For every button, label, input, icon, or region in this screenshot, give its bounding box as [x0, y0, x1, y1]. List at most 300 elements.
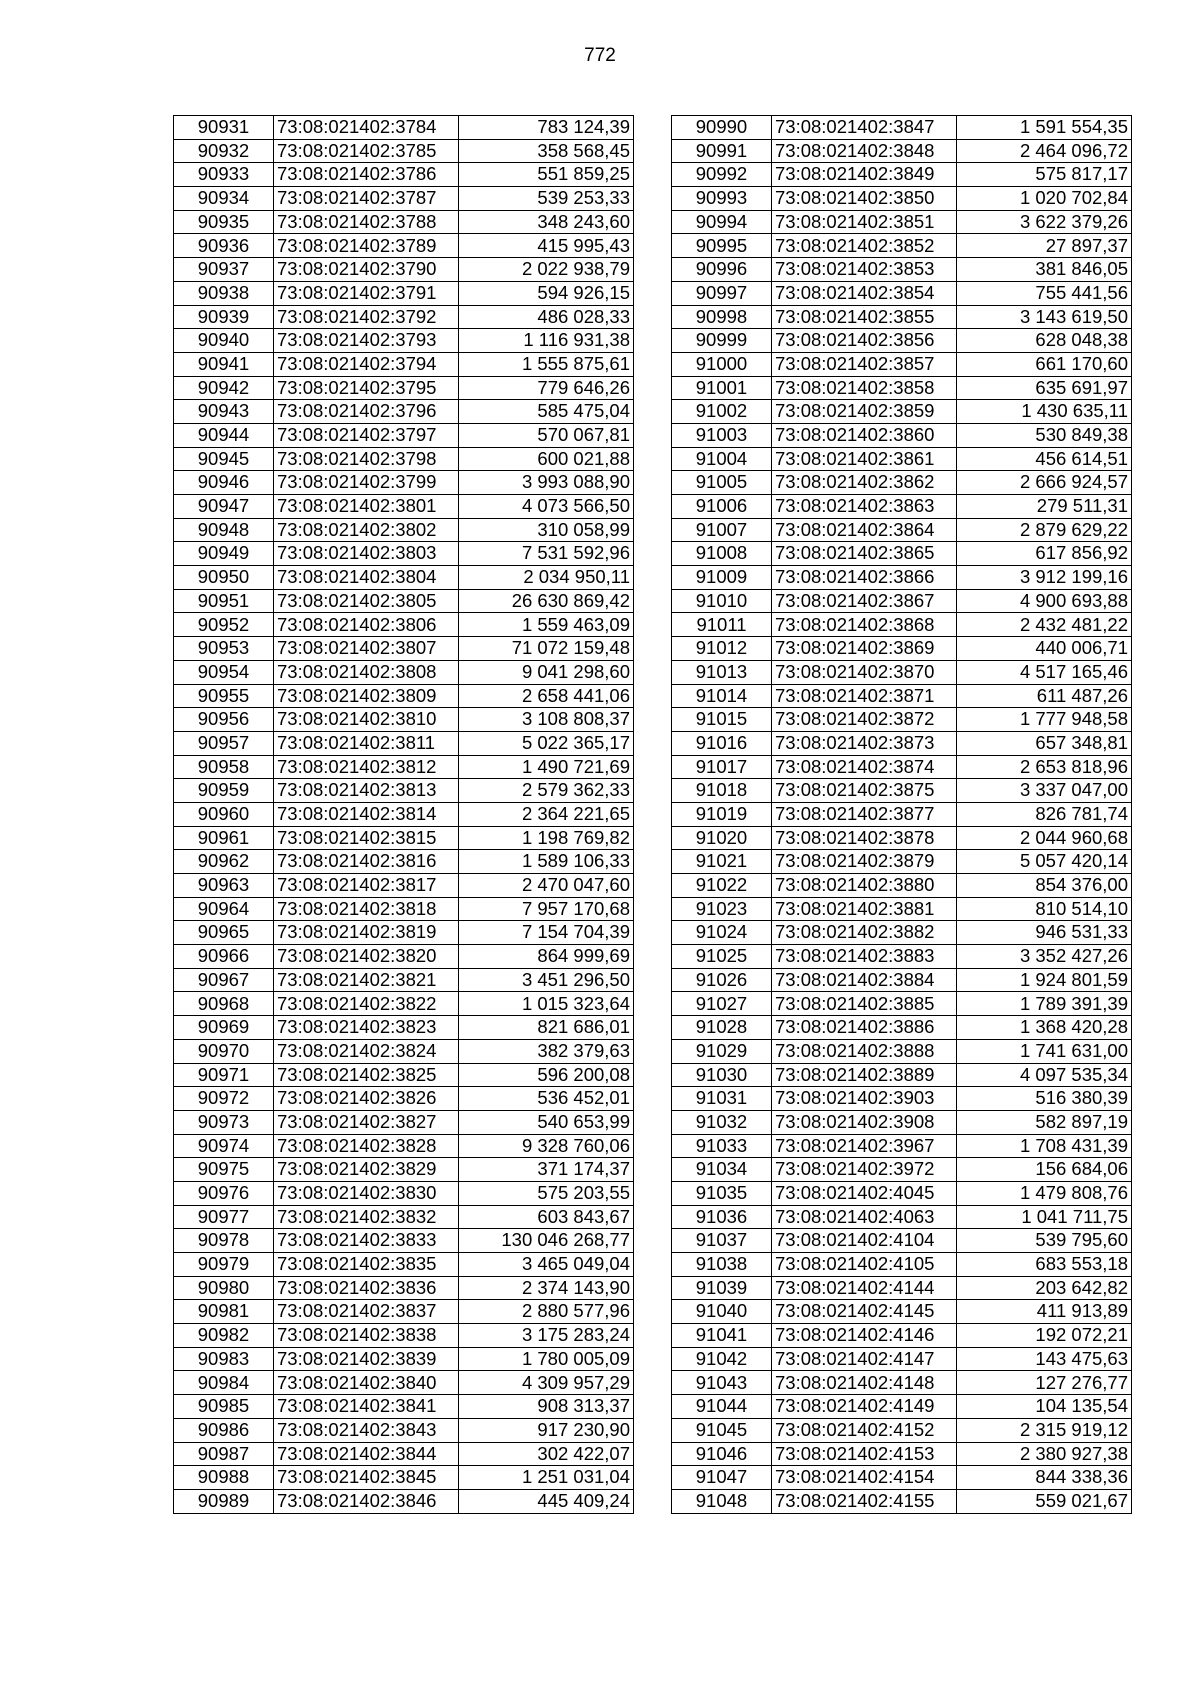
cadastral-value: 530 849,38 — [957, 423, 1132, 447]
cadastral-number: 73:08:021402:3786 — [274, 163, 459, 187]
row-number: 90944 — [174, 423, 274, 447]
table-row — [672, 542, 1132, 566]
table-row — [672, 210, 1132, 234]
cadastral-value: 1 198 769,82 — [459, 826, 634, 850]
cadastral-value: 3 993 088,90 — [459, 471, 634, 495]
row-number: 91004 — [672, 447, 772, 471]
cadastral-number: 73:08:021402:3790 — [274, 258, 459, 282]
cadastral-number: 73:08:021402:3793 — [274, 329, 459, 353]
cadastral-number: 73:08:021402:3859 — [772, 400, 957, 424]
row-number: 90955 — [174, 684, 274, 708]
cadastral-value: 3 352 427,26 — [957, 945, 1132, 969]
cadastral-value: 7 531 592,96 — [459, 542, 634, 566]
table-row — [672, 400, 1132, 424]
row-number: 90963 — [174, 874, 274, 898]
row-number: 90933 — [174, 163, 274, 187]
table-row — [672, 874, 1132, 898]
table-row — [672, 1087, 1132, 1111]
row-number: 90953 — [174, 637, 274, 661]
table-row — [672, 945, 1132, 969]
cadastral-number: 73:08:021402:3885 — [772, 992, 957, 1016]
cadastral-number: 73:08:021402:3843 — [274, 1418, 459, 1442]
cadastral-value: 26 630 869,42 — [459, 589, 634, 613]
row-number: 90959 — [174, 779, 274, 803]
row-number: 90989 — [174, 1489, 274, 1513]
table-row — [174, 1418, 634, 1442]
cadastral-number: 73:08:021402:3854 — [772, 281, 957, 305]
table-row — [672, 1181, 1132, 1205]
cadastral-value: 582 897,19 — [957, 1110, 1132, 1134]
cadastral-value: 358 568,45 — [459, 139, 634, 163]
cadastral-number: 73:08:021402:3837 — [274, 1300, 459, 1324]
cadastral-value: 683 553,18 — [957, 1253, 1132, 1277]
row-number: 91042 — [672, 1347, 772, 1371]
cadastral-number: 73:08:021402:3816 — [274, 850, 459, 874]
cadastral-number: 73:08:021402:4144 — [772, 1276, 957, 1300]
cadastral-value: 27 897,37 — [957, 234, 1132, 258]
cadastral-number: 73:08:021402:3872 — [772, 708, 957, 732]
row-number: 91043 — [672, 1371, 772, 1395]
row-number: 91038 — [672, 1253, 772, 1277]
table-row — [174, 1324, 634, 1348]
row-number: 91014 — [672, 684, 772, 708]
table-row — [174, 1466, 634, 1490]
row-number: 91001 — [672, 376, 772, 400]
cadastral-value: 1 559 463,09 — [459, 613, 634, 637]
cadastral-value: 2 380 927,38 — [957, 1442, 1132, 1466]
cadastral-number: 73:08:021402:3858 — [772, 376, 957, 400]
cadastral-value: 3 143 619,50 — [957, 305, 1132, 329]
row-number: 91008 — [672, 542, 772, 566]
row-number: 90934 — [174, 187, 274, 211]
cadastral-value: 3 622 379,26 — [957, 210, 1132, 234]
cadastral-number: 73:08:021402:3851 — [772, 210, 957, 234]
cadastral-number: 73:08:021402:4104 — [772, 1229, 957, 1253]
table-row — [174, 589, 634, 613]
cadastral-value: 536 452,01 — [459, 1087, 634, 1111]
cadastral-number: 73:08:021402:3866 — [772, 566, 957, 590]
cadastral-value: 1 591 554,35 — [957, 116, 1132, 140]
table-row — [672, 637, 1132, 661]
cadastral-value: 2 470 047,60 — [459, 874, 634, 898]
cadastral-value: 575 817,17 — [957, 163, 1132, 187]
cadastral-number: 73:08:021402:3874 — [772, 755, 957, 779]
table-row — [672, 447, 1132, 471]
cadastral-number: 73:08:021402:3809 — [274, 684, 459, 708]
cadastral-value: 310 058,99 — [459, 518, 634, 542]
cadastral-value: 486 028,33 — [459, 305, 634, 329]
row-number: 90996 — [672, 258, 772, 282]
cadastral-number: 73:08:021402:3836 — [274, 1276, 459, 1300]
cadastral-number: 73:08:021402:3823 — [274, 1016, 459, 1040]
cadastral-value: 1 708 431,39 — [957, 1134, 1132, 1158]
cadastral-number: 73:08:021402:3882 — [772, 921, 957, 945]
cadastral-number: 73:08:021402:3791 — [274, 281, 459, 305]
table-row — [174, 874, 634, 898]
cadastral-number: 73:08:021402:3849 — [772, 163, 957, 187]
table-row — [174, 352, 634, 376]
cadastral-value: 559 021,67 — [957, 1489, 1132, 1513]
cadastral-value: 570 067,81 — [459, 423, 634, 447]
table-row — [672, 1253, 1132, 1277]
cadastral-number: 73:08:021402:3835 — [274, 1253, 459, 1277]
table-row — [672, 897, 1132, 921]
cadastral-number: 73:08:021402:3833 — [274, 1229, 459, 1253]
cadastral-value: 657 348,81 — [957, 731, 1132, 755]
cadastral-value: 755 441,56 — [957, 281, 1132, 305]
table-row — [174, 1489, 634, 1513]
row-number: 90954 — [174, 660, 274, 684]
cadastral-number: 73:08:021402:3878 — [772, 826, 957, 850]
cadastral-number: 73:08:021402:3804 — [274, 566, 459, 590]
table-row — [672, 1466, 1132, 1490]
row-number: 90940 — [174, 329, 274, 353]
cadastral-table-left — [173, 115, 634, 1514]
row-number: 90936 — [174, 234, 274, 258]
cadastral-value: 603 843,67 — [459, 1205, 634, 1229]
cadastral-number: 73:08:021402:3844 — [274, 1442, 459, 1466]
row-number: 91010 — [672, 589, 772, 613]
row-number: 90973 — [174, 1110, 274, 1134]
table-row — [174, 1442, 634, 1466]
table-row — [672, 1395, 1132, 1419]
row-number: 91017 — [672, 755, 772, 779]
cadastral-number: 73:08:021402:3852 — [772, 234, 957, 258]
table-row — [672, 1110, 1132, 1134]
cadastral-value: 1 116 931,38 — [459, 329, 634, 353]
row-number: 90975 — [174, 1158, 274, 1182]
row-number: 90994 — [672, 210, 772, 234]
table-row — [174, 1134, 634, 1158]
row-number: 90998 — [672, 305, 772, 329]
row-number: 91015 — [672, 708, 772, 732]
table-row — [174, 637, 634, 661]
row-number: 91020 — [672, 826, 772, 850]
cadastral-number: 73:08:021402:3829 — [274, 1158, 459, 1182]
cadastral-number: 73:08:021402:3841 — [274, 1395, 459, 1419]
cadastral-value: 1 777 948,58 — [957, 708, 1132, 732]
row-number: 90951 — [174, 589, 274, 613]
cadastral-number: 73:08:021402:3886 — [772, 1016, 957, 1040]
table-row — [672, 779, 1132, 803]
cadastral-value: 611 487,26 — [957, 684, 1132, 708]
table-row — [174, 329, 634, 353]
row-number: 90964 — [174, 897, 274, 921]
row-number: 91024 — [672, 921, 772, 945]
table-row — [174, 542, 634, 566]
cadastral-number: 73:08:021402:3789 — [274, 234, 459, 258]
table-row — [174, 802, 634, 826]
row-number: 90952 — [174, 613, 274, 637]
cadastral-value: 71 072 159,48 — [459, 637, 634, 661]
cadastral-number: 73:08:021402:4155 — [772, 1489, 957, 1513]
cadastral-number: 73:08:021402:3972 — [772, 1158, 957, 1182]
cadastral-number: 73:08:021402:3838 — [274, 1324, 459, 1348]
row-number: 90992 — [672, 163, 772, 187]
row-number: 91048 — [672, 1489, 772, 1513]
table-row — [672, 495, 1132, 519]
cadastral-value: 130 046 268,77 — [459, 1229, 634, 1253]
row-number: 91029 — [672, 1039, 772, 1063]
cadastral-value: 3 451 296,50 — [459, 968, 634, 992]
cadastral-value: 382 379,63 — [459, 1039, 634, 1063]
cadastral-value: 540 653,99 — [459, 1110, 634, 1134]
cadastral-number: 73:08:021402:3805 — [274, 589, 459, 613]
cadastral-number: 73:08:021402:3908 — [772, 1110, 957, 1134]
table-row — [672, 1300, 1132, 1324]
row-number: 90939 — [174, 305, 274, 329]
table-row — [672, 139, 1132, 163]
cadastral-value: 9 041 298,60 — [459, 660, 634, 684]
row-number: 91041 — [672, 1324, 772, 1348]
table-row — [672, 329, 1132, 353]
cadastral-value: 821 686,01 — [459, 1016, 634, 1040]
row-number: 91046 — [672, 1442, 772, 1466]
table-row — [672, 826, 1132, 850]
table-row — [672, 731, 1132, 755]
row-number: 91026 — [672, 968, 772, 992]
table-row — [672, 352, 1132, 376]
cadastral-number: 73:08:021402:3822 — [274, 992, 459, 1016]
cadastral-number: 73:08:021402:3830 — [274, 1181, 459, 1205]
cadastral-table-right — [671, 115, 1132, 1514]
table-row — [174, 945, 634, 969]
cadastral-number: 73:08:021402:3839 — [274, 1347, 459, 1371]
cadastral-number: 73:08:021402:3847 — [772, 116, 957, 140]
row-number: 91028 — [672, 1016, 772, 1040]
row-number: 91005 — [672, 471, 772, 495]
table-row — [174, 1395, 634, 1419]
row-number: 91031 — [672, 1087, 772, 1111]
row-number: 91032 — [672, 1110, 772, 1134]
table-row — [672, 613, 1132, 637]
cadastral-value: 1 251 031,04 — [459, 1466, 634, 1490]
cadastral-value: 917 230,90 — [459, 1418, 634, 1442]
row-number: 90947 — [174, 495, 274, 519]
row-number: 91003 — [672, 423, 772, 447]
cadastral-number: 73:08:021402:3787 — [274, 187, 459, 211]
row-number: 90980 — [174, 1276, 274, 1300]
cadastral-value: 585 475,04 — [459, 400, 634, 424]
row-number: 91009 — [672, 566, 772, 590]
cadastral-number: 73:08:021402:3881 — [772, 897, 957, 921]
cadastral-value: 826 781,74 — [957, 802, 1132, 826]
row-number: 90969 — [174, 1016, 274, 1040]
cadastral-number: 73:08:021402:3880 — [772, 874, 957, 898]
table-row — [672, 992, 1132, 1016]
cadastral-value: 381 846,05 — [957, 258, 1132, 282]
cadastral-number: 73:08:021402:3820 — [274, 945, 459, 969]
table-row — [174, 1181, 634, 1205]
cadastral-value: 1 015 323,64 — [459, 992, 634, 1016]
cadastral-number: 73:08:021402:3832 — [274, 1205, 459, 1229]
row-number: 90956 — [174, 708, 274, 732]
row-number: 90972 — [174, 1087, 274, 1111]
row-number: 91044 — [672, 1395, 772, 1419]
table-row — [174, 1158, 634, 1182]
table-row — [174, 660, 634, 684]
row-number: 91006 — [672, 495, 772, 519]
table-row — [174, 471, 634, 495]
cadastral-value: 4 900 693,88 — [957, 589, 1132, 613]
cadastral-number: 73:08:021402:3784 — [274, 116, 459, 140]
table-row — [672, 1371, 1132, 1395]
cadastral-value: 908 313,37 — [459, 1395, 634, 1419]
cadastral-number: 73:08:021402:4145 — [772, 1300, 957, 1324]
row-number: 90935 — [174, 210, 274, 234]
table-row — [672, 566, 1132, 590]
cadastral-number: 73:08:021402:3850 — [772, 187, 957, 211]
cadastral-number: 73:08:021402:4146 — [772, 1324, 957, 1348]
table-row — [174, 613, 634, 637]
cadastral-value: 1 479 808,76 — [957, 1181, 1132, 1205]
table-row — [174, 826, 634, 850]
table-row — [174, 779, 634, 803]
cadastral-number: 73:08:021402:3864 — [772, 518, 957, 542]
table-row — [672, 589, 1132, 613]
cadastral-value: 575 203,55 — [459, 1181, 634, 1205]
row-number: 90958 — [174, 755, 274, 779]
table-row — [672, 187, 1132, 211]
cadastral-number: 73:08:021402:3889 — [772, 1063, 957, 1087]
cadastral-value: 3 912 199,16 — [957, 566, 1132, 590]
cadastral-value: 2 880 577,96 — [459, 1300, 634, 1324]
row-number: 90938 — [174, 281, 274, 305]
cadastral-value: 1 020 702,84 — [957, 187, 1132, 211]
table-row — [672, 1158, 1132, 1182]
row-number: 90971 — [174, 1063, 274, 1087]
row-number: 91013 — [672, 660, 772, 684]
row-number: 91007 — [672, 518, 772, 542]
row-number: 91023 — [672, 897, 772, 921]
cadastral-number: 73:08:021402:4063 — [772, 1205, 957, 1229]
cadastral-value: 192 072,21 — [957, 1324, 1132, 1348]
cadastral-value: 143 475,63 — [957, 1347, 1132, 1371]
cadastral-number: 73:08:021402:3795 — [274, 376, 459, 400]
cadastral-number: 73:08:021402:3811 — [274, 731, 459, 755]
row-number: 91037 — [672, 1229, 772, 1253]
cadastral-value: 2 653 818,96 — [957, 755, 1132, 779]
row-number: 90986 — [174, 1418, 274, 1442]
cadastral-value: 127 276,77 — [957, 1371, 1132, 1395]
cadastral-value: 4 097 535,34 — [957, 1063, 1132, 1087]
table-row — [174, 447, 634, 471]
cadastral-value: 3 175 283,24 — [459, 1324, 634, 1348]
row-number: 90984 — [174, 1371, 274, 1395]
table-row — [672, 1039, 1132, 1063]
table-row — [672, 802, 1132, 826]
table-row — [174, 1276, 634, 1300]
table-row — [174, 684, 634, 708]
table-row — [174, 566, 634, 590]
cadastral-number: 73:08:021402:3863 — [772, 495, 957, 519]
cadastral-value: 946 531,33 — [957, 921, 1132, 945]
cadastral-number: 73:08:021402:3840 — [274, 1371, 459, 1395]
cadastral-number: 73:08:021402:3806 — [274, 613, 459, 637]
cadastral-value: 203 642,82 — [957, 1276, 1132, 1300]
row-number: 90931 — [174, 116, 274, 140]
table-row — [672, 1134, 1132, 1158]
table-row — [672, 921, 1132, 945]
table-row — [174, 968, 634, 992]
cadastral-value: 2 022 938,79 — [459, 258, 634, 282]
cadastral-value: 4 073 566,50 — [459, 495, 634, 519]
cadastral-value: 1 555 875,61 — [459, 352, 634, 376]
cadastral-number: 73:08:021402:3808 — [274, 660, 459, 684]
cadastral-number: 73:08:021402:3788 — [274, 210, 459, 234]
row-number: 90990 — [672, 116, 772, 140]
cadastral-value: 279 511,31 — [957, 495, 1132, 519]
table-row — [672, 163, 1132, 187]
row-number: 90960 — [174, 802, 274, 826]
row-number: 90946 — [174, 471, 274, 495]
row-number: 91034 — [672, 1158, 772, 1182]
cadastral-value: 1 589 106,33 — [459, 850, 634, 874]
cadastral-number: 73:08:021402:3870 — [772, 660, 957, 684]
cadastral-number: 73:08:021402:3855 — [772, 305, 957, 329]
table-row — [672, 755, 1132, 779]
row-number: 91035 — [672, 1181, 772, 1205]
table-row — [174, 234, 634, 258]
cadastral-value: 628 048,38 — [957, 329, 1132, 353]
cadastral-value: 4 309 957,29 — [459, 1371, 634, 1395]
cadastral-value: 594 926,15 — [459, 281, 634, 305]
row-number: 90949 — [174, 542, 274, 566]
cadastral-value: 661 170,60 — [957, 352, 1132, 376]
table-row — [672, 1324, 1132, 1348]
cadastral-number: 73:08:021402:4154 — [772, 1466, 957, 1490]
cadastral-value: 411 913,89 — [957, 1300, 1132, 1324]
row-number: 90982 — [174, 1324, 274, 1348]
row-number: 91025 — [672, 945, 772, 969]
cadastral-value: 635 691,97 — [957, 376, 1132, 400]
cadastral-value: 864 999,69 — [459, 945, 634, 969]
cadastral-number: 73:08:021402:3799 — [274, 471, 459, 495]
table-row — [672, 116, 1132, 140]
cadastral-value: 2 044 960,68 — [957, 826, 1132, 850]
cadastral-value: 1 780 005,09 — [459, 1347, 634, 1371]
cadastral-number: 73:08:021402:3903 — [772, 1087, 957, 1111]
cadastral-number: 73:08:021402:4147 — [772, 1347, 957, 1371]
cadastral-number: 73:08:021402:3857 — [772, 352, 957, 376]
table-row — [672, 708, 1132, 732]
cadastral-value: 7 154 704,39 — [459, 921, 634, 945]
cadastral-number: 73:08:021402:3884 — [772, 968, 957, 992]
table-row — [174, 1371, 634, 1395]
cadastral-number: 73:08:021402:3871 — [772, 684, 957, 708]
cadastral-value: 2 364 221,65 — [459, 802, 634, 826]
cadastral-value: 854 376,00 — [957, 874, 1132, 898]
cadastral-number: 73:08:021402:3856 — [772, 329, 957, 353]
row-number: 90976 — [174, 1181, 274, 1205]
cadastral-number: 73:08:021402:3801 — [274, 495, 459, 519]
table-row — [174, 187, 634, 211]
cadastral-number: 73:08:021402:3868 — [772, 613, 957, 637]
row-number: 90995 — [672, 234, 772, 258]
row-number: 91030 — [672, 1063, 772, 1087]
table-row — [174, 495, 634, 519]
cadastral-value: 4 517 165,46 — [957, 660, 1132, 684]
row-number: 91027 — [672, 992, 772, 1016]
row-number: 90974 — [174, 1134, 274, 1158]
row-number: 91000 — [672, 352, 772, 376]
table-row — [174, 281, 634, 305]
cadastral-number: 73:08:021402:3819 — [274, 921, 459, 945]
table-row — [672, 305, 1132, 329]
cadastral-value: 302 422,07 — [459, 1442, 634, 1466]
table-row — [174, 376, 634, 400]
cadastral-number: 73:08:021402:3813 — [274, 779, 459, 803]
